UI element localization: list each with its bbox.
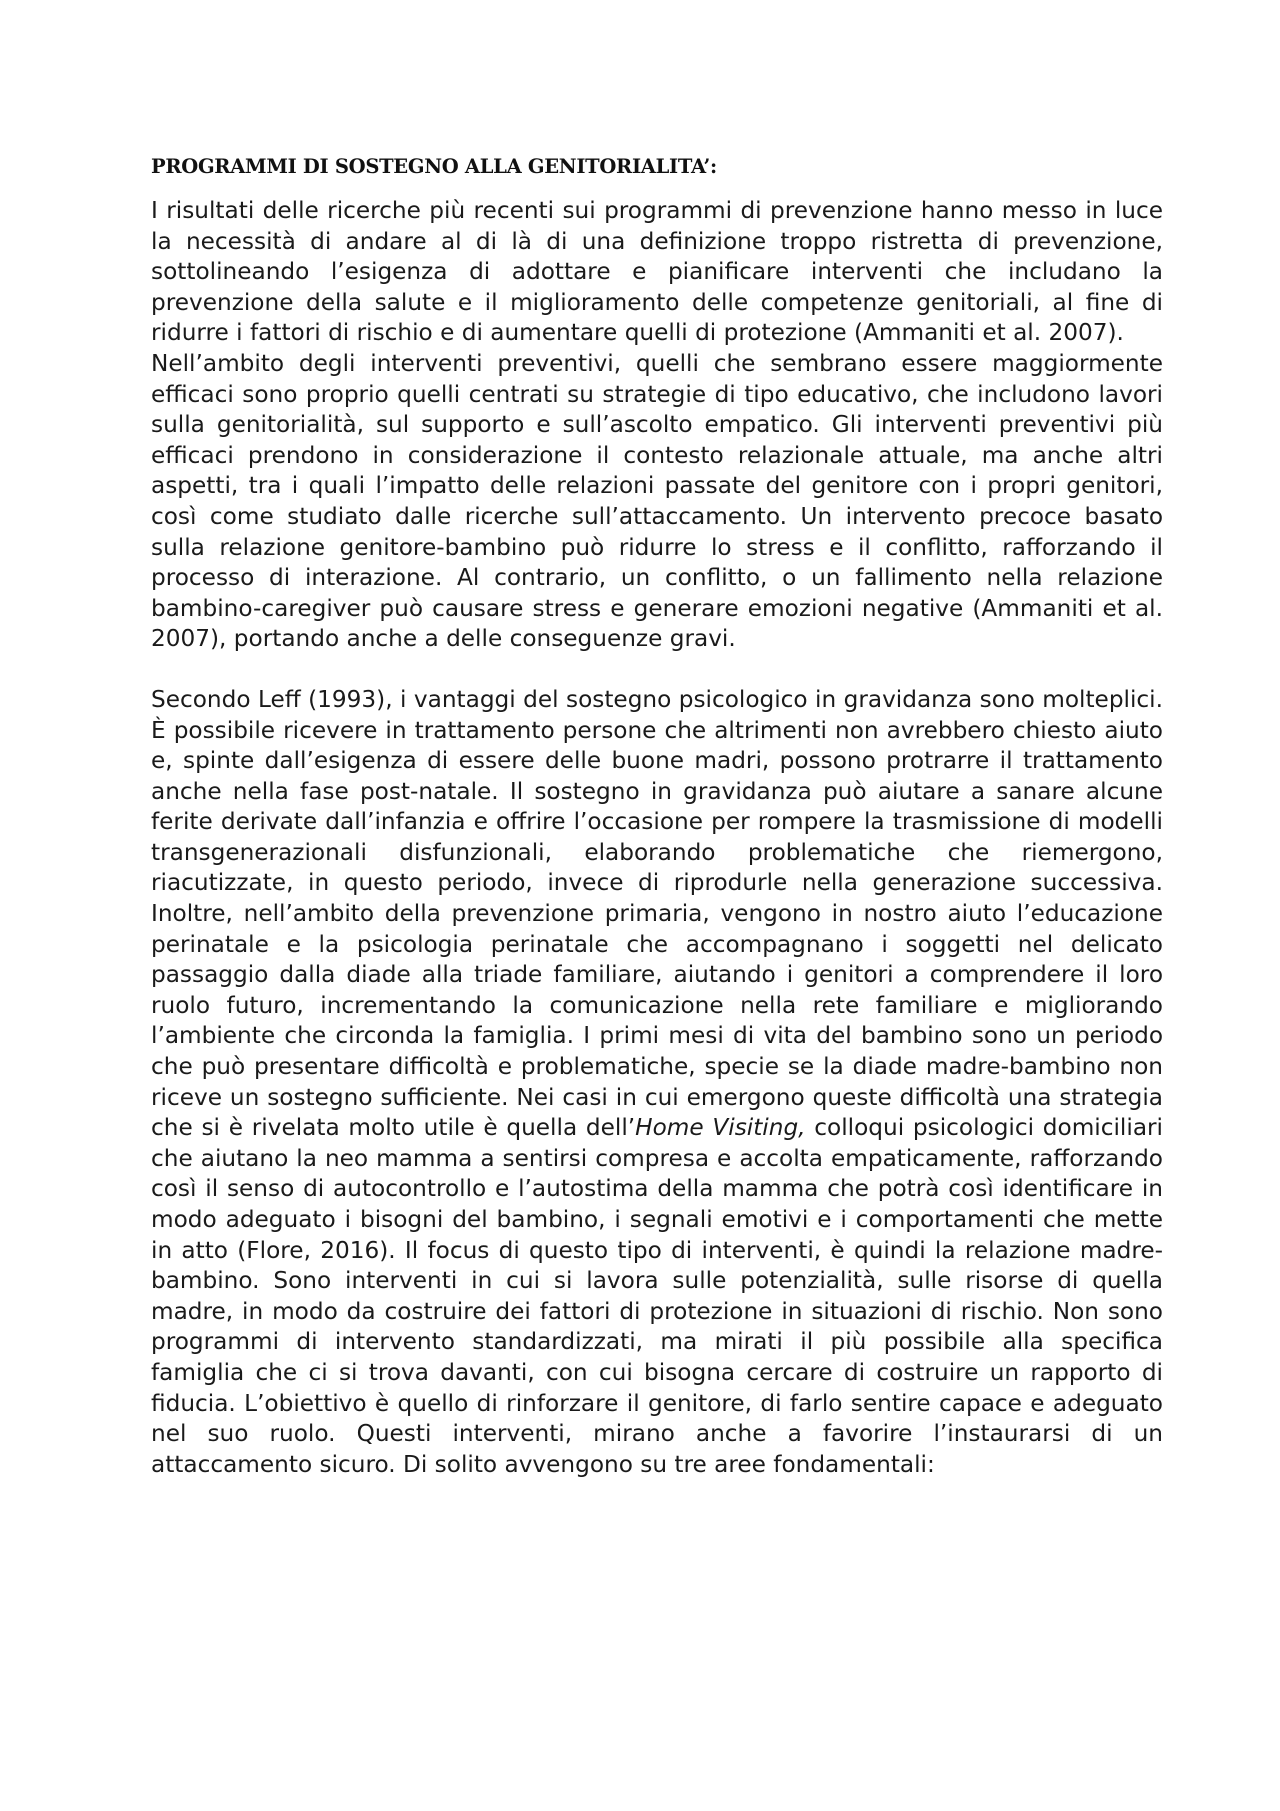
paragraph-leff-text-1: Secondo Leff (1993), i vantaggi del sostegno psicologico in gravidanza sono molteplici. È possibile ricevere in trattamento persone che altrimenti non avrebbero chiesto aiuto e, spinte dall’esigenza di essere delle buone madri, possono protrarre il trattamento anche nella fase post-natale. Il sostegno in gravidanza può aiutare a sanare alcune ferite derivate dall’infanzia e offrire l’occasione per rompere la trasmissione di modelli transgenerazionali disfunzionali, elaborando problematiche che riemergono, riacutizzate, in questo periodo, invece di riprodurle nella generazione successiva. Inoltre, nell’ambito della prevenzione primaria, vengono in nostro aiuto l’educazione perinatale e la psicologia perinatale che accompagnano i soggetti nel delicato passaggio dalla diade alla triade familiare, aiutando i genitori a comprendere il loro ruolo futuro, incrementando la comunicazione nella rete familiare e migliorando l’ambiente che circonda la famiglia. I primi mesi di vita del bambino sono un periodo che può presentare difficoltà e problematiche, specie se la diade madre-bambino non riceve un sostegno sufficiente. Nei casi in cui emergono queste difficoltà una strategia che si è rivelata molto utile è quella dell’ (151, 685, 1163, 1142)
section-heading: PROGRAMMI DI SOSTEGNO ALLA GENITORIALITA’: (151, 155, 717, 178)
paragraph-preventive-interventions: Nell’ambito degli interventi preventivi, quelli che sembrano essere maggiormente efficaci sono proprio quelli centrati su strategie di tipo educativo, che includono lavori sulla genitorialità, sul supporto e sull’ascolto empatico. Gli interventi preventivi più efficaci prendono in considerazione il contesto relazionale attuale, ma anche altri aspetti, tra i quali l’impatto delle relazioni passate del genitore con i propri genitori, così come studiato dalle ricerche sull’attaccamento. Un intervento precoce basato sulla relazione genitore-bambino può ridurre lo stress e il conflitto, rafforzando il processo di interazione. Al contrario, un conflitto, o un fallimento nella relazione bambino-caregiver può causare stress e generare emozioni negative (Ammaniti et al. 2007), portando anche a delle conseguenze gravi. (151, 349, 1163, 653)
paragraph-spacer (151, 655, 1163, 685)
home-visiting-term: Home Visiting, (635, 1114, 806, 1142)
paragraph-intro: I risultati delle ricerche più recenti sui programmi di prevenzione hanno messo in luce la necessità di andare al di là di una definizione troppo ristretta di prevenzione, sottolineando l’esigenza di adottare e pianificare interventi che includano la prevenzione della salute e il miglioramento delle competenze genitoriali, al fine di ridurre i fattori di rischio e di aumentare quelli di protezione (Ammaniti et al. 2007). (151, 197, 1163, 347)
paragraph-leff-text-2: colloqui psicologici domiciliari che aiutano la neo mamma a sentirsi compresa e accolta empaticamente, rafforzando così il senso di autocontrollo e l’autostima della mamma che potrà così identificare in modo adeguato i bisogni del bambino, i segnali emotivi e i comportamenti che mette in atto (Flore, 2016). Il focus di questo tipo di interventi, è quindi la relazione madre-bambino. Sono interventi in cui si lavora sulle potenzialità, sulle risorse di quella madre, in modo da costruire dei fattori di protezione in situazioni di rischio. Non sono programmi di intervento standardizzati, ma mirati il più possibile alla specifica famiglia che ci si trova davanti, con cui bisogna cercare di costruire un rapporto di fiducia. L’obiettivo è quello di rinforzare il genitore, di farlo sentire capace e adeguato nel suo ruolo. Questi interventi, mirano anche a favorire l’instaurarsi di un attaccamento sicuro. Di solito avvengono su tre aree fondamentali: (151, 1114, 1164, 1478)
document-page (151, 155, 1163, 1480)
paragraph-leff (151, 685, 1163, 1480)
